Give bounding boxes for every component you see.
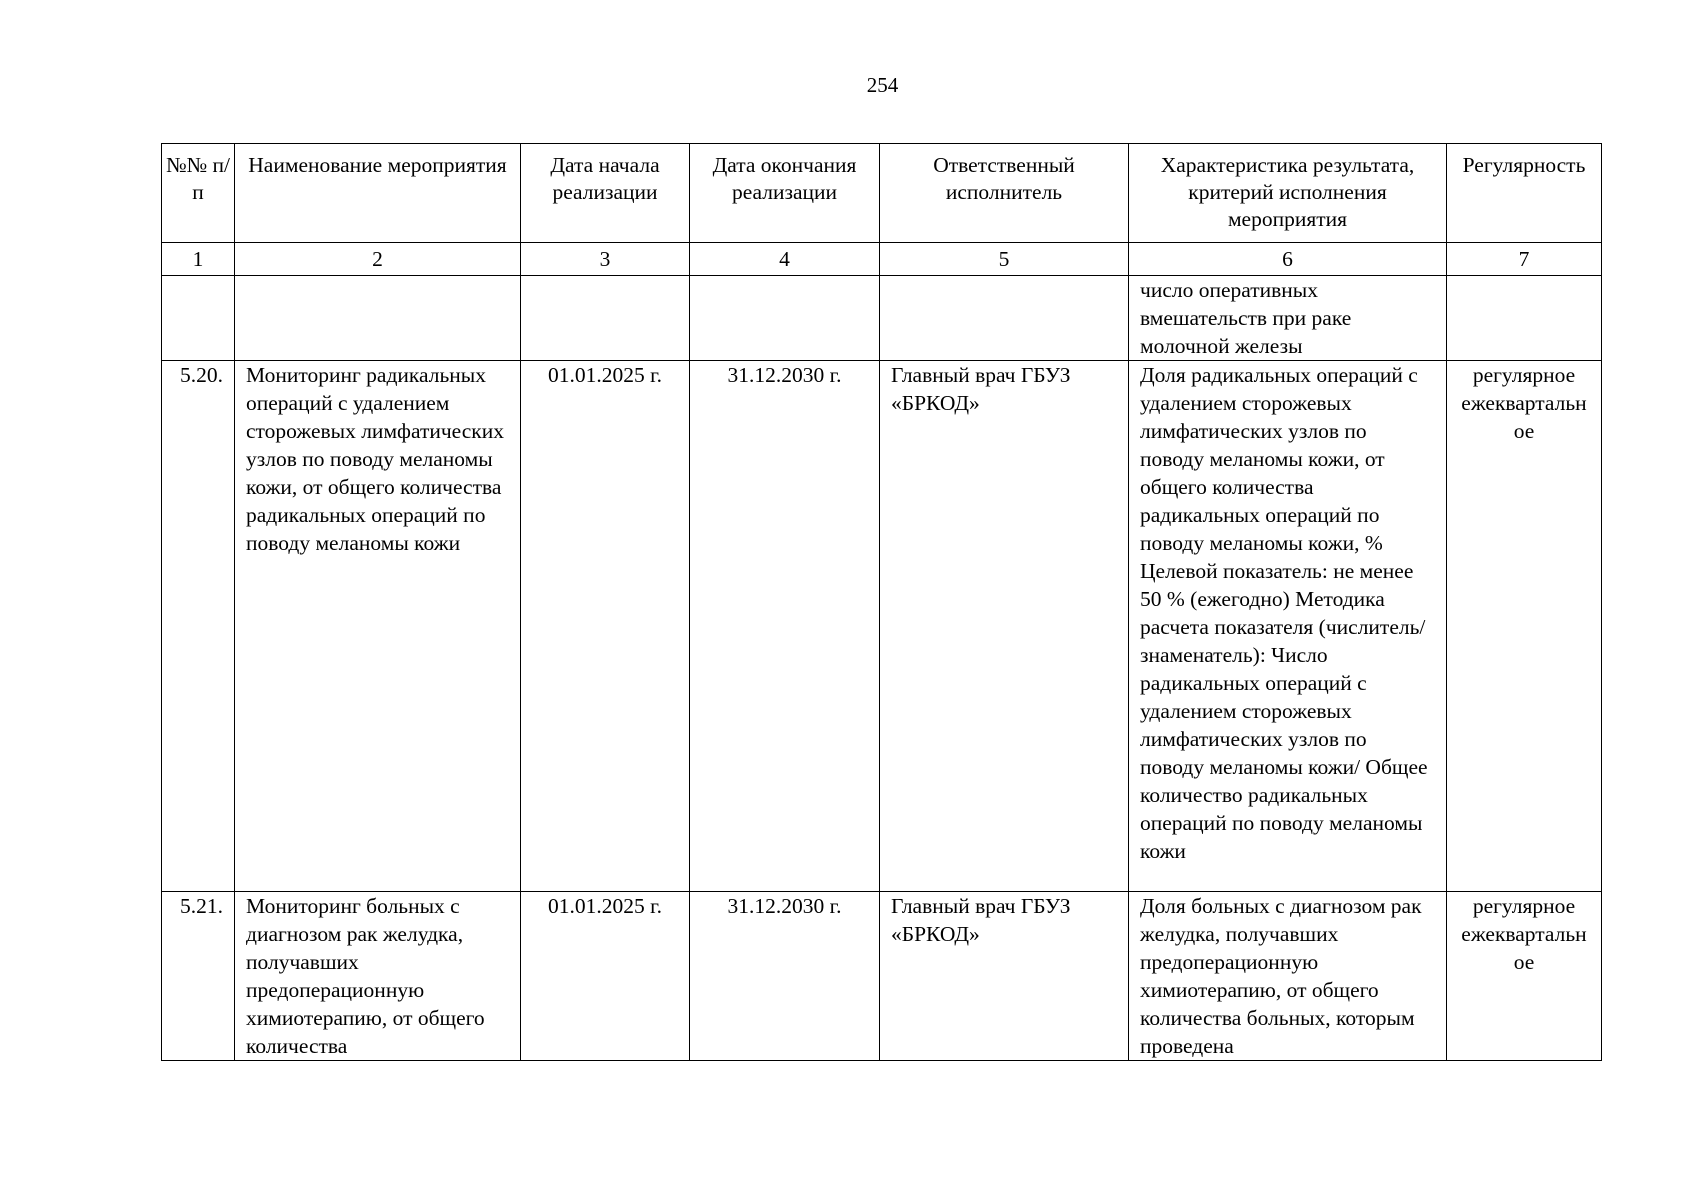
table-row (162, 361, 1602, 892)
end-date: 31.12.2030 г. (690, 892, 880, 1061)
regularity: регулярное ежеквартальное (1447, 361, 1602, 892)
activity-name (235, 276, 521, 361)
activity-name: Мониторинг больных с диагнозом рак желудка, получавших предоперационную химиотерапию, от общего количества (235, 892, 521, 1061)
column-number: 4 (690, 243, 880, 276)
start-date: 01.01.2025 г. (521, 892, 690, 1061)
table-row (162, 276, 1602, 361)
end-date (690, 276, 880, 361)
result-description: Доля больных с диагнозом рак желудка, получавших предоперационную химиотерапию, от общего количества больных, которым проведена (1129, 892, 1447, 1061)
header-regularity: Регулярность (1447, 144, 1602, 243)
row-number: 5.21. (162, 892, 235, 1061)
row-number: 5.20. (162, 361, 235, 892)
header-number: №№ п/п (162, 144, 235, 243)
executor: Главный врач ГБУЗ «БРКОД» (880, 892, 1129, 1061)
page-number: 254 (866, 73, 899, 97)
activities-table (161, 143, 1602, 1061)
column-number: 1 (162, 243, 235, 276)
header-result: Характеристика результата, критерий исполнения мероприятия (1129, 144, 1447, 243)
result-description: число оперативных вмешательств при раке молочной железы (1129, 276, 1447, 361)
header-executor: Ответственный исполнитель (880, 144, 1129, 243)
row-number (162, 276, 235, 361)
column-number-row (162, 243, 1602, 276)
table-row (162, 892, 1602, 1061)
column-number: 2 (235, 243, 521, 276)
header-start-date: Дата начала реализации (521, 144, 690, 243)
activity-name: Мониторинг радикальных операций с удалением сторожевых лимфатических узлов по поводу меланомы кожи, от общего количества радикальных операций по поводу меланомы кожи (235, 361, 521, 892)
header-row (162, 144, 1602, 243)
regularity: регулярное ежеквартальное (1447, 892, 1602, 1061)
end-date: 31.12.2030 г. (690, 361, 880, 892)
column-number: 7 (1447, 243, 1602, 276)
executor (880, 276, 1129, 361)
result-description: Доля радикальных операций с удалением сторожевых лимфатических узлов по поводу меланомы кожи, от общего количества радикальных операций по поводу меланомы кожи, % Целевой показатель: не менее 50 % (ежегодно) Методика расчета показателя (числитель/знаменатель): Число радикальных операций с удалением сторожевых лимфатических узлов по поводу меланомы кожи/ Общее количество радикальных операций по поводу меланомы кожи (1129, 361, 1447, 892)
column-number: 5 (880, 243, 1129, 276)
regularity (1447, 276, 1602, 361)
header-activity-name: Наименование мероприятия (235, 144, 521, 243)
column-number: 3 (521, 243, 690, 276)
header-end-date: Дата окончания реализации (690, 144, 880, 243)
column-number: 6 (1129, 243, 1447, 276)
start-date: 01.01.2025 г. (521, 361, 690, 892)
executor: Главный врач ГБУЗ «БРКОД» (880, 361, 1129, 892)
start-date (521, 276, 690, 361)
